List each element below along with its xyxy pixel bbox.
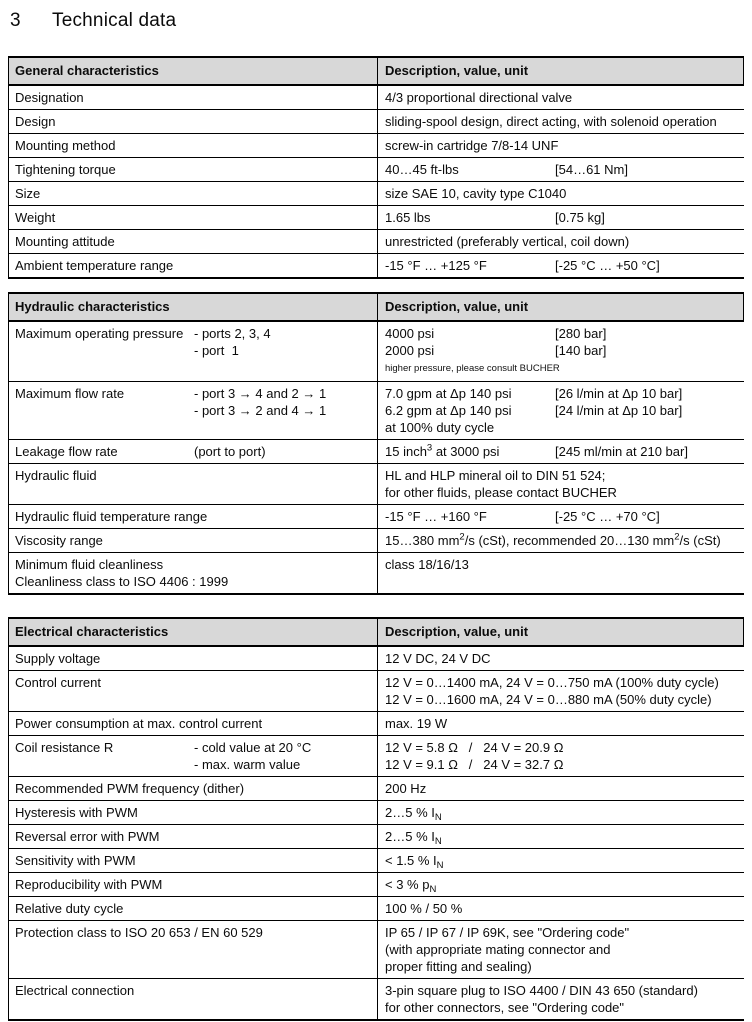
- row-value-line: [385, 691, 738, 708]
- row-value-line: [385, 876, 738, 893]
- row-label-cell: [9, 529, 378, 552]
- row-value-line: [385, 999, 738, 1016]
- row-value-cell: [378, 254, 744, 277]
- row-label-cell: [9, 322, 378, 381]
- value-unit: [140 bar]: [555, 343, 607, 358]
- value-text: 6.2 gpm at Δp 140 psi: [385, 403, 512, 418]
- value-text: 12 V DC, 24 V DC: [385, 651, 491, 666]
- row-label-cell: [9, 230, 378, 253]
- table-row: [9, 825, 744, 849]
- value-text: unrestricted (preferably vertical, coil down): [385, 234, 630, 249]
- row-value-cell: [378, 921, 744, 978]
- row-label-cell: [9, 86, 378, 109]
- row-label: Control current: [15, 675, 101, 690]
- row-label-cell: [9, 440, 378, 463]
- row-sublabel-line: (port to port): [194, 444, 266, 459]
- table-row: [9, 849, 744, 873]
- row-value-line: [385, 185, 738, 202]
- row-label: Leakage flow rate: [15, 444, 118, 459]
- row-label-cell: [9, 921, 378, 978]
- value-text: 4/3 proportional directional valve: [385, 90, 573, 105]
- row-label: Hydraulic fluid: [15, 468, 97, 483]
- value-unit: [-25 °C … +50 °C]: [555, 258, 660, 273]
- row-value-line: [385, 233, 738, 250]
- row-sublabel-line: - cold value at 20 °C: [194, 740, 312, 755]
- row-value-line: [385, 385, 738, 402]
- row-label-cell: [9, 134, 378, 157]
- table-row: [9, 736, 744, 777]
- row-label: Supply voltage: [15, 651, 101, 666]
- row-label: Reproducibility with PWM: [15, 877, 163, 892]
- table-header-left: General characteristics: [9, 58, 378, 84]
- table-row: [9, 182, 744, 206]
- row-label-cell: [9, 873, 378, 896]
- row-value-cell: [378, 825, 744, 848]
- row-label: Minimum fluid cleanliness: [15, 557, 164, 572]
- row-value-cell: [378, 382, 744, 439]
- row-value-line: [385, 532, 738, 549]
- row-value-cell: [378, 206, 744, 229]
- value-unit: [54…61 Nm]: [555, 162, 628, 177]
- row-footnote: [385, 359, 738, 378]
- row-sublabel: [194, 325, 271, 359]
- table-row: [9, 897, 744, 921]
- row-value-cell: [378, 712, 744, 735]
- row-sublabel-line: - ports 2, 3, 4: [194, 326, 271, 341]
- row-label-cell: [9, 979, 378, 1019]
- value-text: proper fitting and sealing): [385, 959, 532, 974]
- row-value-line: [385, 137, 738, 154]
- data-table: [8, 56, 744, 279]
- value-text: 200 Hz: [385, 781, 427, 796]
- row-value-cell: [378, 158, 744, 181]
- row-label: Sensitivity with PWM: [15, 853, 136, 868]
- row-value-cell: [378, 671, 744, 711]
- row-label-cell: [9, 553, 378, 593]
- table-row: [9, 873, 744, 897]
- row-label: Size: [15, 186, 41, 201]
- row-label-cell: [9, 158, 378, 181]
- row-value-line: [385, 556, 738, 573]
- value-text: 7.0 gpm at Δp 140 psi: [385, 386, 512, 401]
- row-value-line: [385, 715, 738, 732]
- row-label: Coil resistance R: [15, 740, 114, 755]
- row-label: Tightening torque: [15, 162, 116, 177]
- value-text: 12 V = 0…1400 mA, 24 V = 0…750 mA (100% duty cycle): [385, 675, 719, 690]
- value-unit: [26 l/min at Δp 10 bar]: [555, 386, 683, 401]
- row-value-line: [385, 780, 738, 797]
- table-row: [9, 505, 744, 529]
- value-text: -15 °F … +160 °F: [385, 509, 487, 524]
- value-unit: [245 ml/min at 210 bar]: [555, 444, 688, 459]
- page-title: Technical data: [52, 10, 177, 31]
- table-header-right: Description, value, unit: [385, 624, 529, 639]
- row-value-line: [385, 325, 738, 342]
- row-label: Electrical connection: [15, 983, 135, 998]
- row-label: Reversal error with PWM: [15, 829, 160, 844]
- value-text: 15…380 $mm^2/s$ (cSt), recommended 20…130 $mm^2/s$ (cSt): [385, 531, 721, 548]
- table-row: [9, 647, 744, 671]
- value-text: for other connectors, see "Ordering code": [385, 1000, 625, 1015]
- value-unit: [280 bar]: [555, 326, 607, 341]
- value-text: for other fluids, please contact BUCHER: [385, 485, 617, 500]
- row-value-line: [385, 941, 738, 958]
- table-row: [9, 206, 744, 230]
- data-table: [8, 617, 744, 1021]
- row-value-cell: [378, 322, 744, 381]
- table-row: [9, 921, 744, 979]
- table-row: [9, 110, 744, 134]
- row-value-cell: [378, 979, 744, 1019]
- row-value-line: [385, 508, 738, 525]
- value-text: sliding-spool design, direct acting, with solenoid operation: [385, 114, 717, 129]
- row-value-line: [385, 958, 738, 975]
- value-text: max. 19 W: [385, 716, 448, 731]
- table-row: [9, 464, 744, 505]
- row-label-cell: [9, 736, 378, 776]
- table-header-right: Description, value, unit: [385, 63, 529, 78]
- table-row: [9, 86, 744, 110]
- value-text: 2…5 % $I_N$: [385, 805, 442, 823]
- row-sublabel-line: - port 1: [194, 343, 239, 358]
- row-value-line: [385, 674, 738, 691]
- row-label-cell: [9, 254, 378, 277]
- value-text: at 100% duty cycle: [385, 420, 495, 435]
- row-value-cell: [378, 873, 744, 896]
- row-value-line: [385, 161, 738, 178]
- row-label-cell: [9, 897, 378, 920]
- row-value-line: [385, 402, 738, 419]
- row-value-cell: [378, 464, 744, 504]
- table-row: [9, 440, 744, 464]
- table-row: [9, 712, 744, 736]
- value-text: 2000 psi: [385, 343, 435, 358]
- table-row: [9, 553, 744, 593]
- row-value-line: [385, 443, 738, 460]
- row-sublabel-line: - max. warm value: [194, 757, 301, 772]
- row-label-cell: [9, 801, 378, 824]
- value-unit: [0.75 kg]: [555, 210, 605, 225]
- row-label-cell: [9, 777, 378, 800]
- row-label: Recommended PWM frequency (dither): [15, 781, 245, 796]
- row-value-cell: [378, 110, 744, 133]
- row-value-line: [385, 650, 738, 667]
- row-value-line: [385, 467, 738, 484]
- row-label-cell: [9, 464, 378, 504]
- row-label-cell: [9, 671, 378, 711]
- row-value-line: [385, 852, 738, 869]
- row-sublabel-line: - port 3 → 4 and 2 → 1: [194, 386, 327, 401]
- row-value-line: [385, 900, 738, 917]
- row-label: Power consumption at max. control current: [15, 716, 263, 731]
- page-heading: [10, 10, 744, 32]
- row-value-line: [385, 419, 738, 436]
- value-text: screw-in cartridge 7/8-14 UNF: [385, 138, 559, 153]
- row-label: Hysteresis with PWM: [15, 805, 138, 820]
- row-value-cell: [378, 182, 744, 205]
- row-label-cell: [9, 647, 378, 670]
- row-value-cell: [378, 777, 744, 800]
- row-value-line: [385, 924, 738, 941]
- table-header-left: Electrical characteristics: [9, 619, 378, 645]
- row-label: Maximum flow rate: [15, 386, 125, 401]
- value-text: -15 °F … +125 °F: [385, 258, 487, 273]
- row-value-cell: [378, 505, 744, 528]
- table-header-row: [9, 58, 744, 86]
- table-row: [9, 777, 744, 801]
- table-row: [9, 254, 744, 277]
- value-text: 12 V = 0…1600 mA, 24 V = 0…880 mA (50% duty cycle): [385, 692, 712, 707]
- data-table: [8, 292, 744, 595]
- row-sublabel: [194, 739, 311, 773]
- row-label-cell: [9, 505, 378, 528]
- row-value-cell: [378, 801, 744, 824]
- table-header-row: [9, 619, 744, 647]
- value-text: 40…45 ft-lbs: [385, 162, 459, 177]
- table-row: [9, 671, 744, 712]
- table-row: [9, 529, 744, 553]
- row-label: Cleanliness class to ISO 4406 : 1999: [15, 574, 229, 589]
- row-sublabel: [194, 443, 266, 460]
- value-text: (with appropriate mating connector and: [385, 942, 611, 957]
- value-unit: [-25 °C … +70 °C]: [555, 509, 660, 524]
- row-value-cell: [378, 529, 744, 552]
- row-label-cell: [9, 712, 378, 735]
- value-text: IP 65 / IP 67 / IP 69K, see "Ordering code": [385, 925, 630, 940]
- row-value-cell: [378, 849, 744, 872]
- row-label-cell: [9, 206, 378, 229]
- row-value-cell: [378, 736, 744, 776]
- row-value-line: [385, 89, 738, 106]
- row-value-cell: [378, 647, 744, 670]
- table-row: [9, 979, 744, 1019]
- row-value-line: [385, 342, 738, 359]
- value-text: HL and HLP mineral oil to DIN 51 524;: [385, 468, 606, 483]
- row-value-line: [385, 756, 738, 773]
- value-text: 2…5 % $I_N$: [385, 829, 442, 847]
- row-label: Hydraulic fluid temperature range: [15, 509, 208, 524]
- row-value-cell: [378, 134, 744, 157]
- row-value-line: [385, 257, 738, 274]
- row-value-line: [385, 484, 738, 501]
- row-value-cell: [378, 230, 744, 253]
- row-value-line: [385, 804, 738, 821]
- row-label: Ambient temperature range: [15, 258, 174, 273]
- row-sublabel-line: - port 3 → 2 and 4 → 1: [194, 403, 327, 418]
- value-text: 12 V = 5.8 Ω / 24 V = 20.9 Ω: [385, 740, 564, 755]
- row-value-cell: [378, 86, 744, 109]
- table-row: [9, 158, 744, 182]
- value-text: < 1.5 % $I_N$: [385, 853, 444, 871]
- row-label: Designation: [15, 90, 84, 105]
- row-label-cell: [9, 849, 378, 872]
- row-label: Mounting attitude: [15, 234, 115, 249]
- value-text: 1.65 lbs: [385, 210, 431, 225]
- table-header-right: Description, value, unit: [385, 299, 529, 314]
- row-label: Protection class to ISO 20 653 / EN 60 529: [15, 925, 263, 940]
- row-value-cell: [378, 553, 744, 593]
- table-row: [9, 230, 744, 254]
- row-value-line: [385, 828, 738, 845]
- row-label-cell: [9, 110, 378, 133]
- row-label-cell: [9, 182, 378, 205]
- row-value-cell: [378, 897, 744, 920]
- value-text: 15 inch$^3$ at 3000 psi: [385, 442, 500, 459]
- value-text: 12 V = 9.1 Ω / 24 V = 32.7 Ω: [385, 757, 564, 772]
- row-value-line: [385, 113, 738, 130]
- row-label: Relative duty cycle: [15, 901, 124, 916]
- table-row: [9, 801, 744, 825]
- row-label: Design: [15, 114, 56, 129]
- value-text: higher pressure, please consult BUCHER: [385, 363, 560, 374]
- value-text: 3-pin square plug to ISO 4400 / DIN 43 650 (standard): [385, 983, 698, 998]
- row-label-cell: [9, 825, 378, 848]
- row-value-line: [385, 209, 738, 226]
- value-text: class 18/16/13: [385, 557, 469, 572]
- table-header-row: [9, 294, 744, 322]
- row-label: Maximum operating pressure: [15, 326, 184, 341]
- row-value-line: [385, 982, 738, 999]
- row-sublabel: [194, 385, 326, 419]
- value-text: < 3 % $p_N$: [385, 877, 437, 895]
- value-text: 4000 psi: [385, 326, 435, 341]
- value-unit: [24 l/min at Δp 10 bar]: [555, 403, 683, 418]
- value-text: 100 % / 50 %: [385, 901, 463, 916]
- table-header-left: Hydraulic characteristics: [9, 294, 378, 320]
- row-label: Weight: [15, 210, 56, 225]
- section-number: 3: [10, 10, 21, 31]
- table-row: [9, 134, 744, 158]
- value-text: size SAE 10, cavity type C1040: [385, 186, 567, 201]
- row-label: Mounting method: [15, 138, 116, 153]
- table-row: [9, 382, 744, 440]
- table-row: [9, 322, 744, 382]
- row-value-line: [385, 739, 738, 756]
- row-label-cell: [9, 382, 378, 439]
- row-label: Viscosity range: [15, 533, 103, 548]
- row-value-cell: [378, 440, 744, 463]
- tables-container: [8, 56, 744, 1021]
